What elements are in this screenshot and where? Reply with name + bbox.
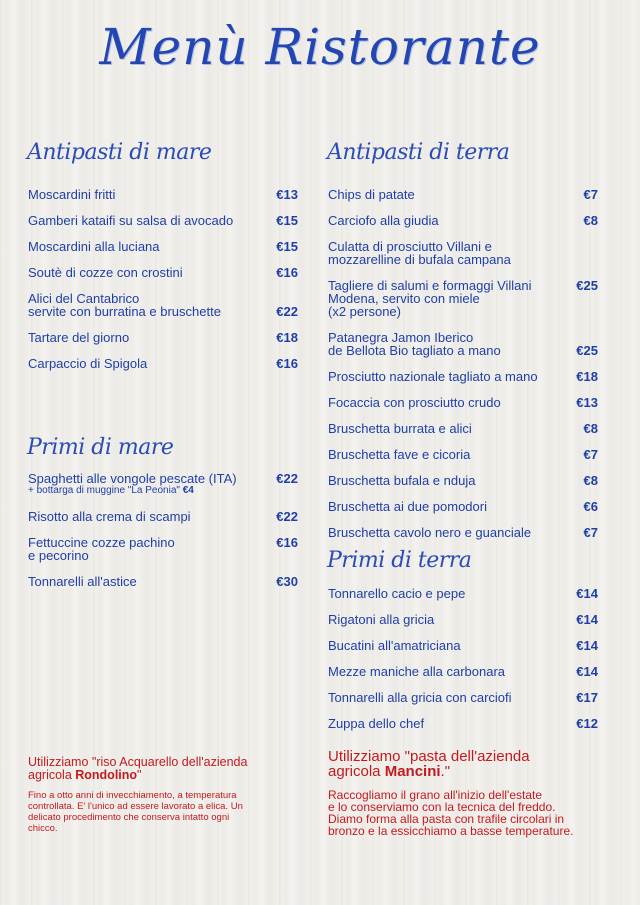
menu-item-price: €16	[276, 535, 298, 550]
menu-item-name-text: Culatta di prosciutto Villani e mozzarelline di bufala campana	[328, 239, 511, 267]
menu-item	[328, 240, 598, 266]
menu-item	[328, 396, 598, 409]
menu-item-name-text: Zuppa dello chef	[328, 716, 425, 731]
menu-item	[328, 665, 598, 678]
menu-item-name-text: Moscardini alla luciana	[28, 239, 160, 254]
list-antipasti-terra	[328, 188, 598, 552]
menu-item	[328, 279, 598, 318]
note-riso-end: "	[137, 768, 142, 782]
menu-item-name-text: Rigatoni alla gricia	[328, 612, 435, 627]
menu-item-name-text: Bruschetta burrata e alici	[328, 421, 472, 436]
menu-item-name	[28, 240, 160, 253]
menu-item-name-text: Carpaccio di Spigola	[28, 356, 148, 371]
menu-item	[328, 474, 598, 487]
menu-item-name	[28, 292, 221, 318]
menu-item	[328, 639, 598, 652]
menu-item	[328, 370, 598, 383]
menu-item	[28, 331, 298, 344]
menu-item-name	[328, 691, 512, 704]
menu-item-price: €8	[583, 421, 598, 436]
note-pasta-end: ."	[440, 763, 451, 780]
menu-item	[328, 500, 598, 513]
menu-item-name	[28, 188, 115, 201]
menu-item-price: €14	[576, 586, 598, 601]
menu-item	[328, 526, 598, 539]
menu-item-price: €16	[276, 356, 298, 371]
menu-item	[28, 240, 298, 253]
menu-item-price: €14	[576, 664, 598, 679]
menu-item-name	[328, 188, 415, 201]
menu-item	[28, 214, 298, 227]
menu-item	[328, 717, 598, 730]
menu-title: Menù Ristorante	[99, 18, 541, 76]
menu-item-name	[28, 510, 191, 523]
menu-item-name-text: Risotto alla crema di scampi	[28, 509, 191, 524]
menu-item-price: €6	[583, 499, 598, 514]
menu-item	[328, 331, 598, 357]
menu-item-name	[328, 214, 439, 227]
menu-item-price: €15	[276, 239, 298, 254]
menu-item	[28, 575, 298, 588]
note-pasta	[328, 749, 618, 837]
list-primi-terra	[328, 587, 598, 743]
menu-item-name	[328, 639, 461, 652]
menu-item-name	[28, 472, 237, 497]
menu-item	[28, 292, 298, 318]
menu-item-addon	[28, 485, 237, 497]
menu-item-price: €12	[576, 716, 598, 731]
note-riso-body: Fino a otto anni di invecchiamento, a temperatura controllata. E' l'unico ad essere lavorato a elica. Un delicato procedimento che conserva intatto ogni chicco.	[28, 790, 243, 834]
menu-item-name-text: Bruschetta fave e cicoria	[328, 447, 471, 462]
menu-item-name	[28, 575, 137, 588]
menu-item-name-text: Mezze maniche alla carbonara	[328, 664, 506, 679]
menu-item-price: €30	[276, 574, 298, 589]
note-pasta-body: Raccogliamo il grano all'inizio dell'estate e lo conserviamo con la tecnica del freddo. Diamo forma alla pasta con trafile circolari in bronzo e la essicchiamo a basse temperature.	[328, 788, 574, 838]
menu-item	[28, 536, 298, 562]
menu-item-price: €15	[276, 213, 298, 228]
menu-item-name-text: Tonnarelli alla gricia con carciofi	[328, 690, 512, 705]
menu-item-price: €16	[276, 265, 298, 280]
menu-item-name	[28, 331, 129, 344]
menu-item-price: €25	[576, 278, 598, 293]
menu-item-price: €22	[276, 509, 298, 524]
menu-item-name-text: Bruschetta cavolo nero e guanciale	[328, 525, 532, 540]
menu-item-price: €22	[276, 471, 298, 486]
menu-item-name	[28, 266, 183, 279]
menu-item	[328, 214, 598, 227]
menu-item-name	[328, 665, 505, 678]
menu-item-name	[328, 370, 538, 383]
menu-item-name-text: Spaghetti alle vongole pescate (ITA)	[28, 471, 237, 486]
menu-item-price: €7	[583, 447, 598, 462]
menu-item-name-text: Bruschetta bufala e nduja	[328, 473, 476, 488]
menu-item-name-text: Tartare del giorno	[28, 330, 130, 345]
menu-item-name	[328, 526, 531, 539]
note-riso-text: Utilizziamo "riso Acquarello dell'azienda agricola	[28, 755, 248, 782]
heading-antipasti-mare: Antipasti di mare	[27, 140, 212, 165]
menu-item	[328, 587, 598, 600]
menu-item-name	[328, 613, 434, 626]
menu-item	[328, 448, 598, 461]
menu-item-price: €17	[576, 690, 598, 705]
note-pasta-heading	[328, 749, 618, 779]
menu-item-name	[28, 357, 147, 370]
menu-item	[28, 266, 298, 279]
heading-primi-mare: Primi di mare	[27, 435, 174, 460]
menu-item-price: €18	[576, 369, 598, 384]
menu-item	[28, 472, 298, 497]
menu-item-addon-price: €4	[182, 485, 194, 496]
menu-item-name	[328, 500, 487, 513]
menu-item-name-text: Tonnarelli all'astice	[28, 574, 137, 589]
menu-item-price: €18	[276, 330, 298, 345]
menu-item-name-text: Moscardini fritti	[28, 187, 116, 202]
menu-item-name-text: Tagliere di salumi e formaggi Villani Modena, servito con miele (x2 persone)	[328, 278, 532, 319]
menu-item-name	[28, 214, 233, 227]
menu-item-name-text: Tonnarello cacio e pepe	[328, 586, 466, 601]
note-pasta-text: Utilizziamo "pasta dell'azienda agricola	[328, 748, 530, 780]
menu-item	[328, 422, 598, 435]
menu-item-name	[328, 331, 501, 357]
menu-item	[28, 510, 298, 523]
menu-item-name	[328, 279, 532, 318]
menu-item-price: €14	[576, 612, 598, 627]
menu-item-name-text: Focaccia con prosciutto crudo	[328, 395, 501, 410]
menu-item	[328, 613, 598, 626]
menu-item-price: €7	[583, 525, 598, 540]
note-riso	[28, 756, 298, 834]
menu-item-name	[328, 717, 424, 730]
menu-item-name	[328, 396, 501, 409]
menu-item-name-text: Chips di patate	[328, 187, 415, 202]
menu-item-price: €8	[583, 473, 598, 488]
note-riso-brand: Rondolino	[75, 768, 138, 782]
menu-item-addon-text: + bottarga di muggine "La Peonia"	[28, 485, 183, 496]
note-riso-heading	[28, 756, 298, 782]
menu-item-price: €7	[583, 187, 598, 202]
menu-item-price: €25	[576, 343, 598, 358]
menu-item-name	[328, 422, 472, 435]
menu-item	[28, 188, 298, 201]
menu-item-name-text: Bucatini all'amatriciana	[328, 638, 461, 653]
menu-item-price: €22	[276, 304, 298, 319]
list-antipasti-mare	[28, 188, 298, 383]
heading-primi-terra: Primi di terra	[327, 548, 472, 573]
menu-item-name-text: Gamberi kataifi su salsa di avocado	[28, 213, 234, 228]
heading-antipasti-terra: Antipasti di terra	[327, 140, 510, 165]
menu-item	[28, 357, 298, 370]
menu-item-name-text: Alici del Cantabrico servite con burratina e bruschette	[28, 291, 221, 319]
menu-item-name-text: Patanegra Jamon Iberico de Bellota Bio tagliato a mano	[328, 330, 501, 358]
note-pasta-brand: Mancini	[384, 763, 441, 780]
menu-item-name	[328, 448, 470, 461]
menu-item-name	[328, 240, 511, 266]
menu-item-name-text: Prosciutto nazionale tagliato a mano	[328, 369, 538, 384]
menu-item-price: €13	[576, 395, 598, 410]
menu-item	[328, 691, 598, 704]
menu-item-price: €14	[576, 638, 598, 653]
menu-item-name	[28, 536, 175, 562]
menu-item-name	[328, 587, 465, 600]
menu-item-name-text: Carciofo alla giudia	[328, 213, 439, 228]
menu-item-price: €13	[276, 187, 298, 202]
menu-item-name-text: Soutè di cozze con crostini	[28, 265, 183, 280]
menu-item-name	[328, 474, 475, 487]
menu-item	[328, 188, 598, 201]
menu-item-price: €8	[583, 213, 598, 228]
menu-item-name-text: Bruschetta ai due pomodori	[328, 499, 487, 514]
list-primi-mare	[28, 472, 298, 601]
menu-item-name-text: Fettuccine cozze pachino e pecorino	[28, 535, 175, 563]
